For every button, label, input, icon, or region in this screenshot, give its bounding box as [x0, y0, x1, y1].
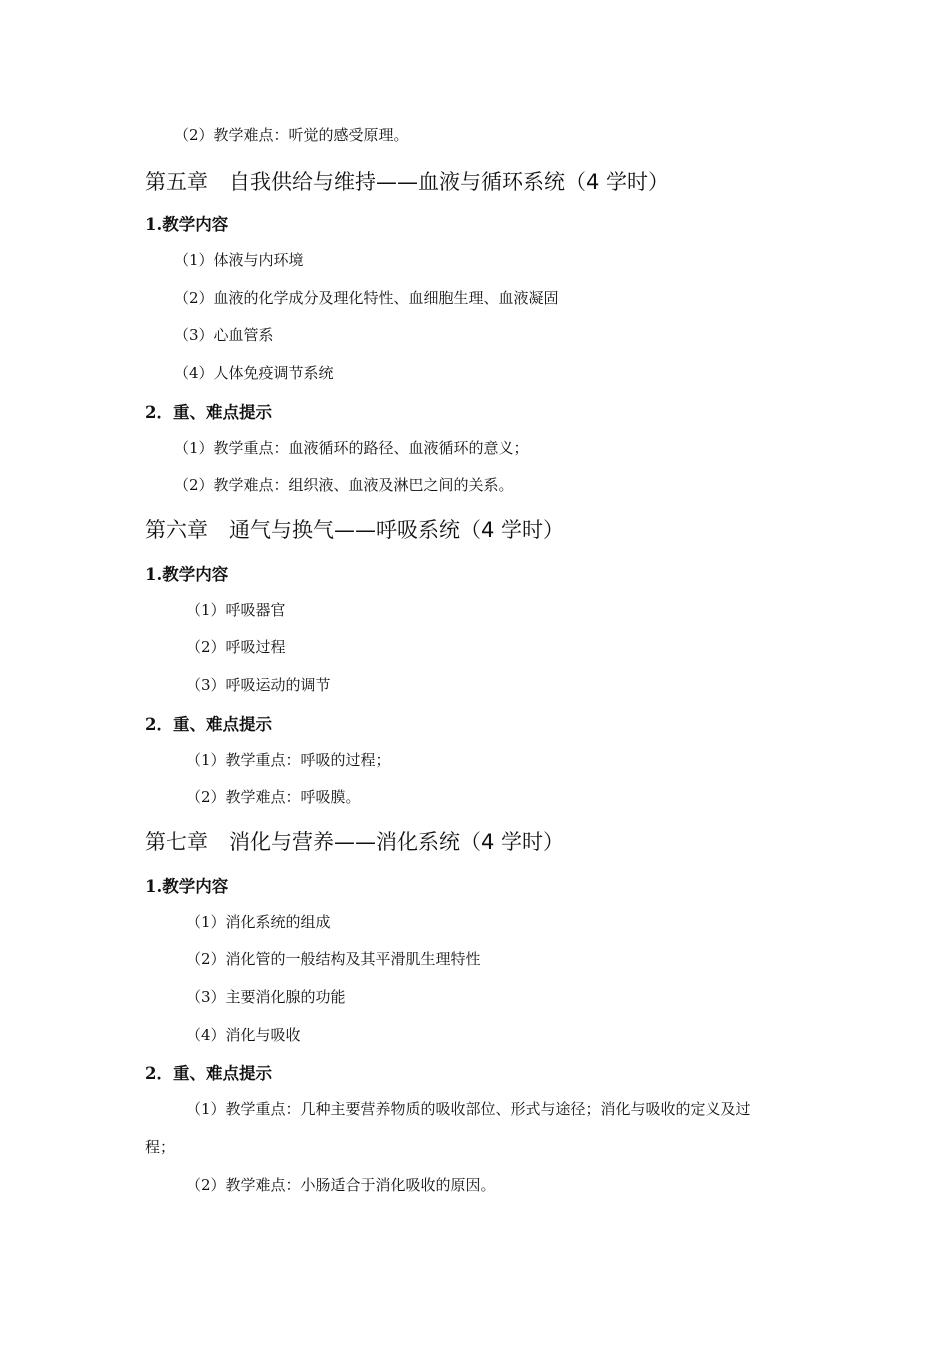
- ch7-key-point: （1）教学重点：几种主要营养物质的吸收部位、形式与途径；消化与吸收的定义及过: [186, 1100, 751, 1118]
- ch7-content-item-4: （4）消化与吸收: [186, 1026, 301, 1044]
- ch5-content-item-4: （4）人体免疫调节系统: [174, 364, 334, 382]
- ch7-content-item-1: （1）消化系统的组成: [186, 913, 331, 931]
- ch6-content-item-2: （2）呼吸过程: [186, 638, 286, 656]
- ch6-key-point: （1）教学重点：呼吸的过程；: [186, 751, 391, 769]
- ch5-content-item-3: （3）心血管系: [174, 326, 274, 344]
- chapter-5-heading: 第五章 自我供给与维持——血液与循环系统（4 学时）: [145, 170, 670, 194]
- ch5-teaching-content-heading: 1.教学内容: [145, 215, 229, 234]
- ch6-key-points-heading: 2．重、难点提示: [145, 715, 272, 734]
- ch7-teaching-content-heading: 1.教学内容: [145, 877, 229, 896]
- ch4-difficulty-line: （2）教学难点：听觉的感受原理。: [174, 126, 409, 144]
- ch7-key-points-heading: 2．重、难点提示: [145, 1064, 272, 1083]
- ch6-difficult-point: （2）教学难点：呼吸膜。: [186, 788, 361, 806]
- ch5-key-points-heading: 2．重、难点提示: [145, 403, 272, 422]
- ch7-content-item-3: （3）主要消化腺的功能: [186, 988, 346, 1006]
- chapter-7-heading: 第七章 消化与营养——消化系统（4 学时）: [145, 830, 565, 854]
- ch6-content-item-1: （1）呼吸器官: [186, 601, 286, 619]
- ch7-difficult-point: （2）教学难点：小肠适合于消化吸收的原因。: [186, 1176, 496, 1194]
- ch5-difficult-point: （2）教学难点：组织液、血液及淋巴之间的关系。: [174, 476, 514, 494]
- ch6-teaching-content-heading: 1.教学内容: [145, 565, 229, 584]
- chapter-6-heading: 第六章 通气与换气——呼吸系统（4 学时）: [145, 518, 565, 542]
- ch5-key-point: （1）教学重点：血液循环的路径、血液循环的意义；: [174, 439, 529, 457]
- ch7-content-item-2: （2）消化管的一般结构及其平滑肌生理特性: [186, 950, 481, 968]
- ch5-content-item-2: （2）血液的化学成分及理化特性、血细胞生理、血液凝固: [174, 289, 559, 307]
- ch6-content-item-3: （3）呼吸运动的调节: [186, 676, 331, 694]
- ch7-key-point-continued: 程；: [145, 1138, 176, 1156]
- ch5-content-item-1: （1）体液与内环境: [174, 251, 304, 269]
